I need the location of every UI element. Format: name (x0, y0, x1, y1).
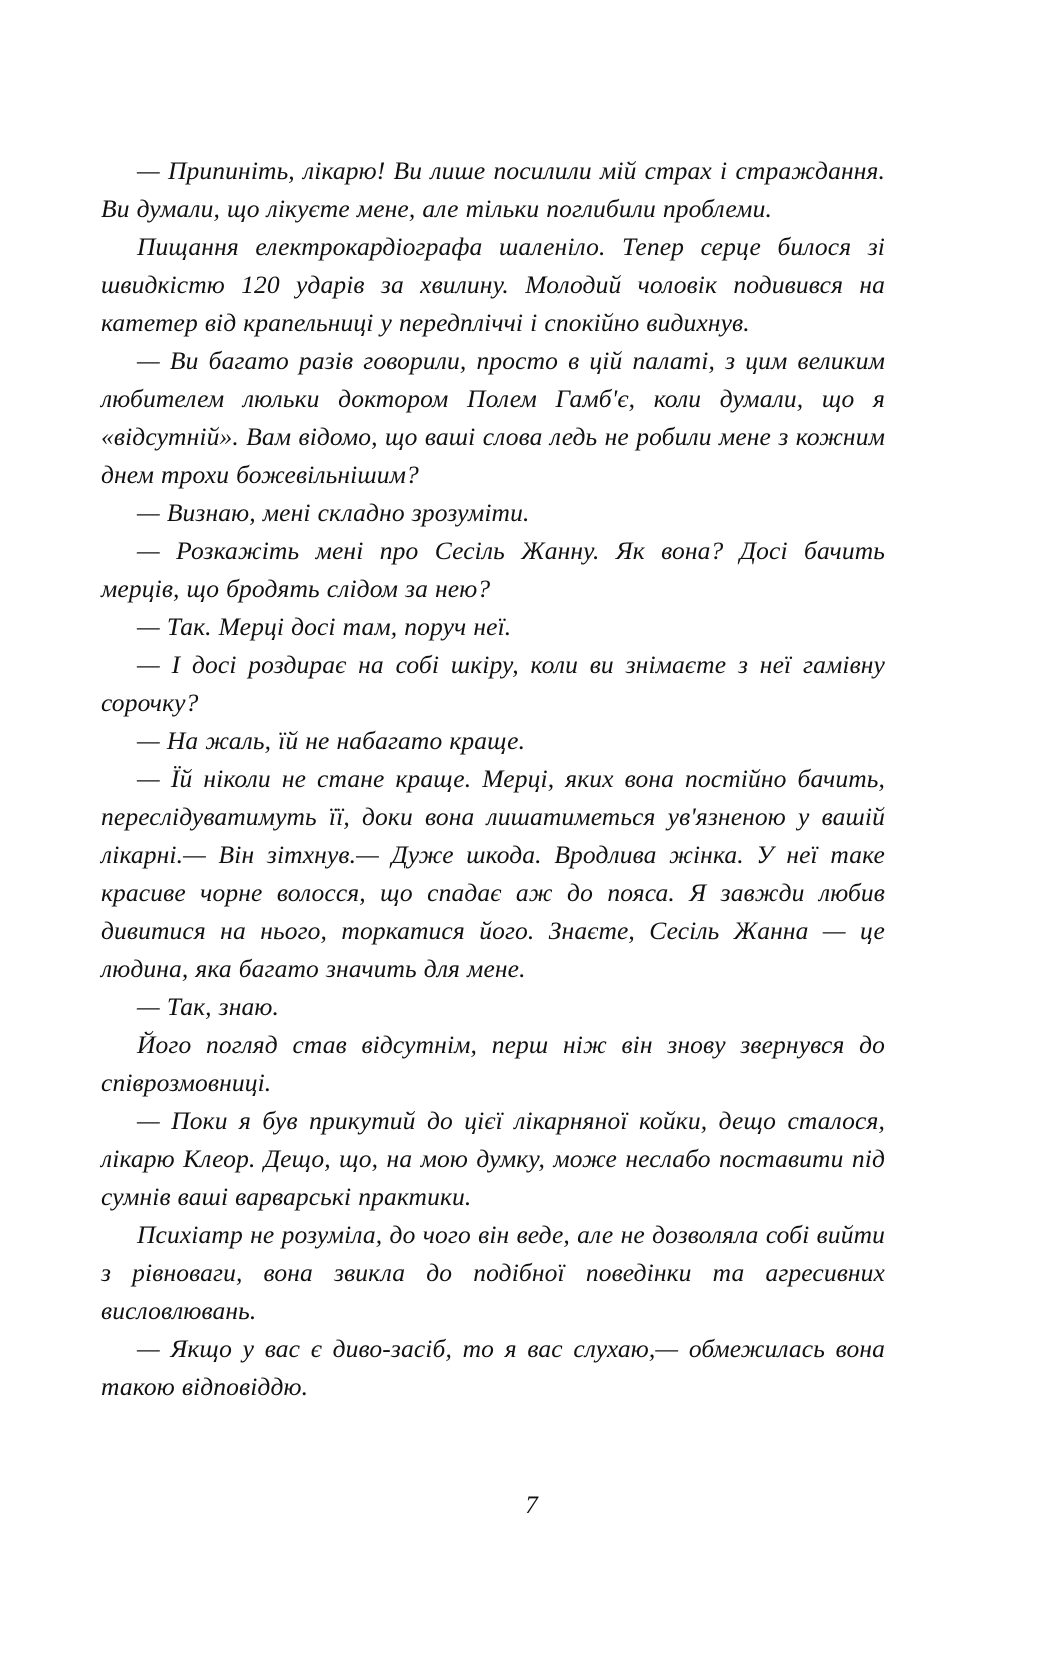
paragraph: — Їй ніколи не стане краще. Мерці, яких вона постійно бачить, переслідуватимуть її, доки вона лишатиметься ув'язненою у вашій лікарні.— Він зітхнув.— Дуже шкода. Вродлива жінка. У неї таке красиве чорне волосся, що спадає аж до пояса. Я завжди любив дивитися на нього, торкатися його. Знаєте, Сесіль Жанна — це людина, яка багато значить для мене. (101, 764, 885, 983)
paragraph: — На жаль, їй не набагато краще. (137, 726, 526, 755)
paragraph: — Так. Мерці досі там, поруч неї. (137, 612, 512, 641)
paragraph: Його погляд став відсутнім, перш ніж він знову звернувся до співрозмовниці. (101, 1030, 885, 1097)
paragraph: — Припиніть, лікарю! Ви лише посилили мій страх і страждання. Ви думали, що лікуєте мене, але тільки поглибили проблеми. (101, 156, 885, 223)
paragraph: — І досі роздирає на собі шкіру, коли ви знімаєте з неї гамівну сорочку? (101, 650, 885, 717)
body-text-block (101, 152, 885, 1406)
paragraph: — Поки я був прикутий до цієї лікарняної койки, дещо сталося, лікарю Клеор. Дещо, що, на мою думку, може неслабо поставити під сумнів ваші варварські практики. (101, 1106, 885, 1211)
paragraph: — Визнаю, мені складно зрозуміти. (137, 498, 530, 527)
paragraph: — Ви багато разів говорили, просто в цій палаті, з цим великим любителем люльки доктором Полем Гамб'є, коли думали, що я «відсутній». Вам відомо, що ваші слова ледь не робили мене з кожним днем трохи божевільнішим? (101, 346, 885, 489)
paragraph: — Так, знаю. (137, 992, 279, 1021)
paragraph: — Розкажіть мені про Сесіль Жанну. Як вона? Досі бачить мерців, що бродять слідом за нею? (101, 536, 885, 603)
paragraph: Пищання електрокардіографа шаленіло. Тепер серце билося зі швидкістю 120 ударів за хвилину. Молодий чоловік подивився на катетер від крапельниці у передпліччі і спокійно видихнув. (101, 232, 885, 337)
page-number: 7 (525, 1492, 538, 1519)
paragraph: — Якщо у вас є диво-засіб, то я вас слухаю,— обмежилась вона такою відповіддю. (101, 1334, 885, 1401)
paragraph: Психіатр не розуміла, до чого він веде, але не дозволяла собі вийти з рівноваги, вона звикла до подібної поведінки та агресивних висловлювань. (101, 1220, 885, 1325)
